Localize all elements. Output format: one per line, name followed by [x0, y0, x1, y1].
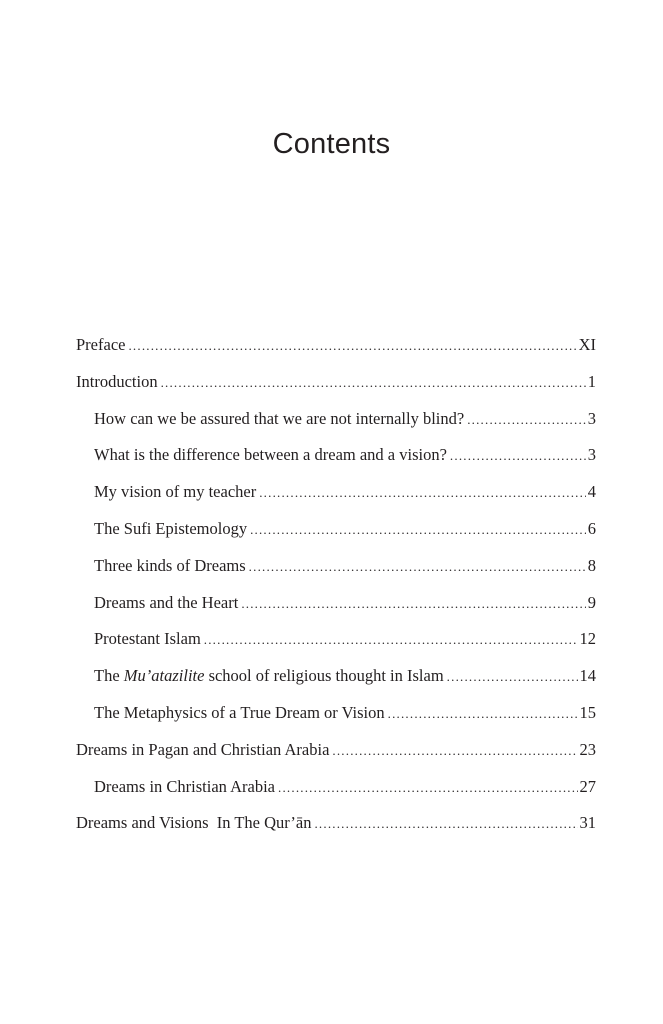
dot-leader: [259, 479, 586, 507]
dot-leader: [250, 516, 586, 544]
toc-entry-page: XI: [578, 335, 596, 354]
dot-leader: [204, 626, 578, 654]
toc-entry-title-after: school of religious thought in Islam: [204, 666, 444, 686]
toc-entry-title: What is the difference between a dream and a vision?: [94, 445, 447, 465]
toc-entry-title: The Metaphysics of a True Dream or Vision: [94, 702, 385, 722]
toc-entry-internally-blind[interactable]: [76, 405, 596, 442]
dot-leader: [278, 774, 577, 802]
toc-entry-title: Preface: [76, 335, 126, 354]
toc-entry-page: 8: [587, 555, 596, 575]
toc-entry-page: 1: [587, 371, 596, 391]
toc-entry-pagan-christian-arabia[interactable]: [76, 736, 596, 773]
dot-leader: [467, 406, 586, 434]
dot-leader: [450, 442, 586, 470]
dot-leader: [128, 332, 576, 360]
dot-leader: [388, 700, 578, 728]
dot-leader: [332, 737, 577, 765]
toc-entry-metaphysics-true-dream[interactable]: [76, 699, 596, 736]
toc-entry-three-kinds-of-dreams[interactable]: [76, 552, 596, 589]
toc-entry-title: Dreams in Pagan and Christian Arabia: [76, 739, 330, 759]
toc-entry-title: Dreams in Christian Arabia: [94, 776, 276, 796]
dot-leader: [249, 553, 586, 581]
toc-entry-title-before: The: [94, 666, 124, 686]
toc-entry-title-italic: Mu’atazilite: [123, 666, 205, 686]
toc-entry-dreams-and-heart[interactable]: [76, 589, 596, 626]
toc-entry-title: Dreams and Visions In The Qur’ān: [76, 813, 312, 833]
toc-entry-page: 9: [587, 592, 596, 612]
dot-leader: [241, 590, 585, 618]
toc-entry-page: 15: [579, 702, 596, 722]
toc-entry-page: 4: [587, 482, 596, 502]
toc-entry-preface[interactable]: [76, 331, 596, 368]
toc-entry-page: 23: [579, 739, 596, 759]
toc-entry-page: 14: [579, 666, 596, 686]
toc-entry-title: Dreams and the Heart: [94, 592, 239, 612]
toc-entry-page: 3: [587, 408, 596, 428]
toc-entry-title: Protestant Islam: [94, 629, 201, 649]
toc-entry-title: The Sufi Epistemology: [94, 518, 248, 538]
toc-entry-title: Three kinds of Dreams: [94, 555, 246, 575]
toc-entry-dream-vs-vision[interactable]: [76, 441, 596, 478]
toc-entry-page: 27: [579, 776, 596, 796]
dot-leader: [314, 810, 577, 838]
toc-entry-title: How can we be assured that we are not internally blind?: [94, 408, 465, 428]
toc-entry-vision-of-teacher[interactable]: [76, 478, 596, 515]
toc-entry-page: 31: [579, 813, 596, 833]
toc-entry-page: 3: [587, 445, 596, 465]
table-of-contents: [76, 331, 596, 846]
dot-leader: [161, 369, 586, 397]
toc-entry-title: [94, 662, 444, 690]
toc-entry-christian-arabia[interactable]: [76, 773, 596, 810]
page-title: Contents: [272, 128, 391, 160]
toc-entry-visions-in-quran[interactable]: [76, 809, 596, 846]
toc-entry-protestant-islam[interactable]: [76, 625, 596, 662]
toc-entry-page: 12: [579, 629, 596, 649]
toc-entry-introduction[interactable]: [76, 368, 596, 405]
dot-leader: [447, 663, 578, 691]
toc-entry-title: My vision of my teacher: [94, 482, 257, 502]
toc-entry-title: Introduction: [76, 371, 158, 391]
toc-entry-page: 6: [587, 518, 596, 538]
toc-entry-mutazilite-school[interactable]: [76, 662, 596, 699]
toc-entry-sufi-epistemology[interactable]: [76, 515, 596, 552]
